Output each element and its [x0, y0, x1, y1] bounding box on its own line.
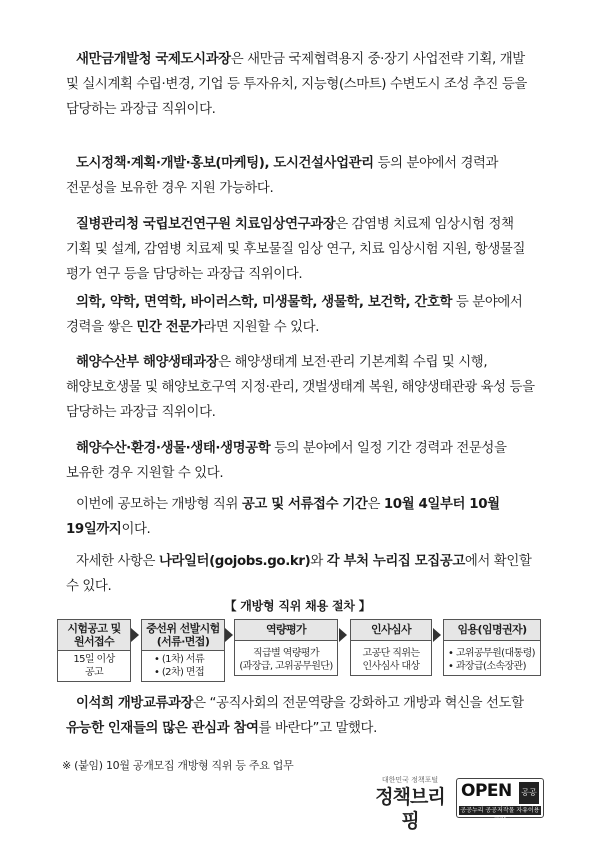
step-body-line: 공고: [84, 667, 104, 678]
body-text: 라면 지원할 수 있다.: [203, 320, 320, 335]
flow-title: 【 개방형 직위 채용 절차 】: [224, 599, 371, 613]
flow-step-competency-evaluation: [234, 619, 338, 676]
step-body-line: • 과장급(소속장관): [448, 661, 526, 672]
flow-arrow-icon: [339, 628, 347, 642]
step-body-line: • 고위공무원(대통령): [448, 648, 535, 659]
step-body: [444, 641, 540, 675]
paragraph-mof-qualifications: [66, 436, 541, 486]
flow-step-personnel-review: [350, 619, 432, 676]
body-text: 은: [367, 497, 384, 512]
step-body: [235, 641, 337, 675]
bold-text: 해양수산·환경·생물·생태·생명공학: [76, 441, 271, 456]
flow-arrow-icon: [433, 628, 441, 642]
step-body-line: 직급별 역량평가: [253, 648, 319, 659]
flow-arrow-icon: [225, 628, 233, 642]
step-head-line: 역량평가: [265, 623, 307, 636]
step-head-line: 원서접수: [73, 635, 115, 648]
bold-text: 10월 4일부터 10월 19일까지: [66, 497, 500, 537]
paragraph-mof: [66, 350, 541, 425]
step-head-line: 중선위 선발시험: [146, 622, 220, 635]
flow-arrow-icon: [131, 628, 139, 642]
bold-text: 나라일터(gojobs.go.kr): [158, 554, 311, 569]
paragraph-application-period: [66, 492, 541, 542]
logo-caption: 공공누리 공공저작물 자유이용허락: [460, 807, 540, 823]
body-text: 은 감염병 치료제 임상시험 정책 기획 및 설계, 감염병 치료제 및 후보물질 임상 연구, 치료 임상시험 지원, 항생물질 평가 연구 등을 담당하는 과장급 직위이다.: [66, 217, 525, 282]
body-text: 자세한 사항은: [76, 554, 159, 569]
step-body-line: • (2차) 면접: [154, 667, 205, 678]
step-body: [351, 641, 431, 675]
body-text: 를 바란다”고 말했다.: [258, 721, 377, 736]
bold-text: 유능한 인재들의 많은 관심과 참여: [66, 721, 259, 736]
bold-text: 질병관리청 국립보건연구원 치료임상연구과장: [76, 217, 336, 232]
body-text: 은 “공직사회의 전문역량을 강화하고 개방과 혁신을 선도할: [193, 696, 524, 711]
step-head-line: 임용(임명권자): [457, 623, 527, 636]
step-body-line: 15일 이상: [73, 654, 115, 665]
step-body-line: 인사심사 대상: [362, 661, 420, 672]
step-head: [351, 620, 431, 641]
body-text: 등 분야에서 경력을 쌓은: [66, 295, 523, 335]
step-head: [58, 620, 130, 651]
paragraph-kdca-qualifications: [66, 290, 541, 340]
step-body: [142, 651, 224, 681]
paragraph-saemangeum: [66, 47, 541, 122]
body-text: 등의 분야에서 일정 기간 경력과 전문성을 보유한 경우 지원할 수 있다.: [66, 441, 507, 481]
body-text: 등의 분야에서 경력과 전문성을 보유한 경우 지원 가능하다.: [66, 156, 499, 196]
step-head-line: (서류·면접): [156, 635, 210, 648]
body-text: 에서 확인할 수 있다.: [66, 554, 532, 594]
flow-step-appointment: [443, 619, 541, 676]
logo-wordmark: OPEN: [461, 781, 512, 801]
bold-text: 이석희 개방교류과장: [76, 696, 194, 711]
body-text: 이다.: [121, 522, 151, 537]
body-text: 은 새만금 국제협력용지 중·장기 사업전략 기획, 개발 및 실시계획 수립·변경, 기업 등 투자유치, 지능형(스마트) 수변도시 조성 추진 등을 담당하는 과장급 직위이다.: [66, 52, 527, 117]
bold-text: 도시정책·계획·개발·홍보(마케팅), 도시건설사업관리: [76, 156, 374, 171]
policy-briefing-logo: [370, 776, 450, 832]
paragraph-kdca: [66, 212, 541, 287]
paragraph-saemangeum-qualifications: [66, 151, 541, 201]
flow-step-announcement: [57, 619, 131, 682]
bold-text: 해양수산부 해양생태과장: [76, 355, 219, 370]
step-body-line: (과장급, 고위공무원단): [239, 661, 333, 672]
step-head: [235, 620, 337, 641]
bold-text: 민간 전문가: [136, 320, 204, 335]
step-head-line: 인사심사: [370, 623, 412, 636]
logo-caption: 대한민국 정책포털: [381, 776, 439, 784]
bold-text: 각 부처 누리집 모집공고: [326, 554, 465, 569]
body-text: 와: [310, 554, 327, 569]
paragraph-quote: [66, 691, 541, 741]
bold-text: 공고 및 서류접수 기간: [241, 497, 368, 512]
flow-step-selection-exam: [141, 619, 225, 682]
step-head-line: 시험공고 및: [67, 622, 121, 635]
step-body-line: 고공단 직위는: [362, 648, 420, 659]
paragraph-details: [66, 549, 541, 599]
footnote: ※ (붙임) 10월 공개모집 개방형 직위 등 주요 업무: [62, 759, 294, 772]
step-head: [142, 620, 224, 651]
body-text: 이번에 공모하는 개방형 직위: [76, 497, 242, 512]
step-body-line: • (1차) 서류: [154, 654, 205, 665]
bold-text: 새만금개발청 국제도시과장: [76, 52, 231, 67]
kogl-open-logo: [456, 778, 544, 823]
kogl-type-icon: 공공: [519, 782, 539, 804]
step-head: [444, 620, 540, 641]
body-text: 은 해양생태계 보전·관리 기본계획 수립 및 시행, 해양보호생물 및 해양보호구역 지정·관리, 갯벌생태계 복원, 해양생태관광 육성 등을 담당하는 과장급 직위이다.: [66, 355, 535, 420]
logo-wordmark: 정책브리핑: [375, 786, 445, 832]
step-body: [58, 651, 130, 681]
bold-text: 의학, 약학, 면역학, 바이러스학, 미생물학, 생물학, 보건학, 간호학: [76, 295, 453, 310]
